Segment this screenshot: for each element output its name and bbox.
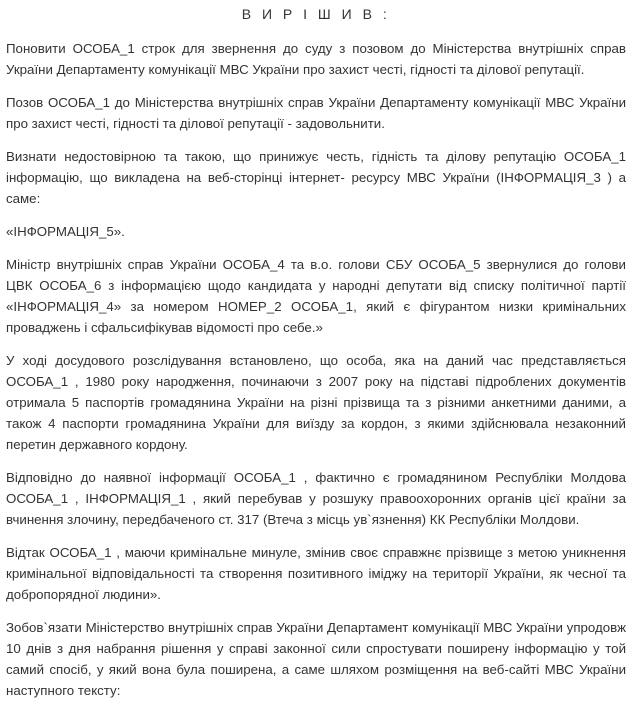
paragraph-claim-satisfied: Позов ОСОБА_1 до Міністерства внутрішніх справ України Департаменту комунікації МВС України про захист честі, гідності та ділової репутації - задовольнити. [6, 95, 626, 131]
paragraph-minister-appeal: Міністр внутрішніх справ України ОСОБА_4 та в.о. голови СБУ ОСОБА_5 звернулися до голови ЦВК ОСОБА_6 з інформацією щодо кандидата у народні депутати від списку політичної партії «ІНФОРМАЦІЯ_4» за номером НОМЕР_2 ОСОБА_1, який є фігурантом низки кримінальних проваджень і сфальсифікував відомості про себе.» [6, 257, 626, 335]
paragraph-declare-unreliable: Визнати недостовірною та такою, що принижує честь, гідність та ділову репутацію ОСОБА_1 інформацію, що викладена на веб-сторінці інтернет- ресурсу МВС України (ІНФОРМАЦІЯ_3 ) а саме: [6, 149, 626, 206]
paragraph-restore-deadline: Поновити ОСОБА_1 строк для звернення до суду з позовом до Міністерства внутрішніх справ України Департаменту комунікації МВС України про захист честі, гідності та ділової репутації. [6, 41, 626, 77]
paragraph-moldova-citizen: Відповідно до наявної інформації ОСОБА_1 , фактично є громадянином Республіки Молдова ОСОБА_1 , ІНФОРМАЦІЯ_1 , який перебував у розшуку правоохоронних органів цієї країни за вчинення злочину, передбаченого ст. 317 (Втеча з місць ув`язнення) КК Республіки Молдови. [6, 470, 626, 527]
paragraph-quoted-info-title: «ІНФОРМАЦІЯ_5». [6, 224, 125, 239]
paragraph-criminal-past: Відтак ОСОБА_1 , маючи кримінальне минуле, змінив своє справжнє прізвище з метою уникнення кримінальної відповідальності та створення позитивного іміджу на території України, як чесної та добропорядної людини». [6, 545, 626, 602]
paragraph-investigation: У ході досудового розслідування встановлено, що особа, яка на даний час представляється ОСОБА_1 , 1980 року народження, починаючи з 2007 року на підставі підроблених документів отримала 5 паспортів громадянина України на різні прізвища та з різними анкетними даними, а також 4 паспорти громадянина України для виїзду за кордон, з якими здійснювала незаконний перетин державного кордону. [6, 353, 626, 452]
decision-heading: В И Р І Ш И В : [241, 6, 391, 22]
paragraph-obligation-refute: Зобов`язати Міністерство внутрішніх справ України Департамент комунікації МВС України упродовж 10 днів з дня набрання рішення у справі законної сили спростувати поширену інформацію у той самий спосіб, у який вона була поширена, а саме шляхом розміщення на веб-сайті МВС України наступного тексту: [6, 620, 626, 698]
